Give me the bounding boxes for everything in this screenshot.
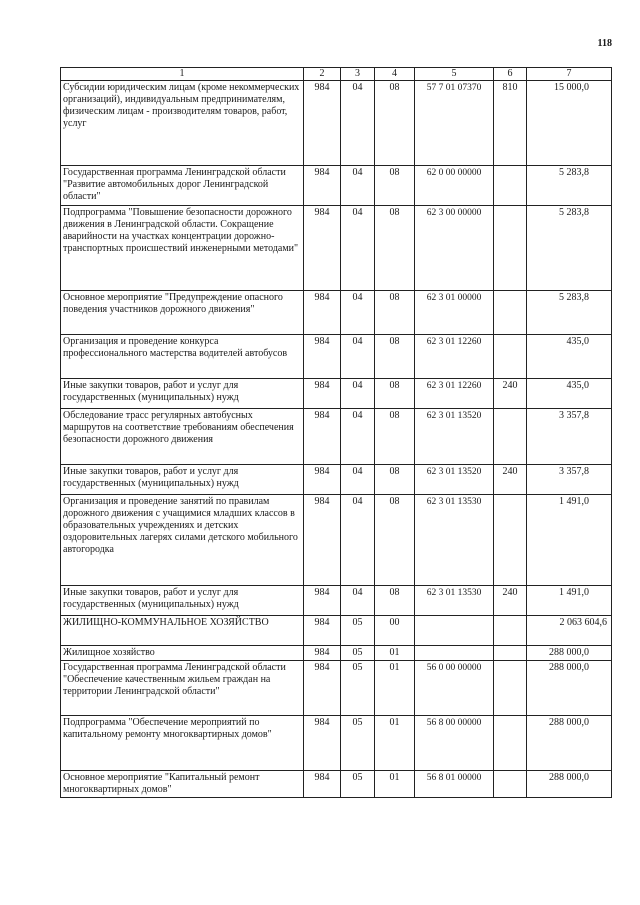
header-cell: 7 bbox=[527, 68, 612, 81]
row-subsection-code: 08 bbox=[375, 166, 415, 206]
row-expense-type bbox=[494, 661, 527, 716]
row-ministry-code: 984 bbox=[304, 379, 341, 409]
row-subsection-code: 08 bbox=[375, 409, 415, 465]
row-name-cell: Основное мероприятие "Капитальный ремонт многоквартирных домов" bbox=[61, 771, 304, 798]
row-name-cell: Иные закупки товаров, работ и услуг для государственных (муниципальных) нужд bbox=[61, 586, 304, 616]
row-target-article: 57 7 01 07370 bbox=[415, 81, 494, 166]
row-name-cell: Основное мероприятие "Предупреждение опасного поведения участников дорожного движения" bbox=[61, 291, 304, 335]
table-row bbox=[61, 291, 612, 335]
row-target-article: 62 3 00 00000 bbox=[415, 206, 494, 291]
row-subsection-code: 08 bbox=[375, 206, 415, 291]
row-subsection-code: 01 bbox=[375, 646, 415, 661]
row-subsection-code: 01 bbox=[375, 771, 415, 798]
row-name-cell: ЖИЛИЩНО-КОММУНАЛЬНОЕ ХОЗЯЙСТВО bbox=[61, 616, 304, 646]
row-amount: 2 063 604,6 bbox=[527, 616, 612, 646]
row-target-article: 56 8 00 00000 bbox=[415, 716, 494, 771]
row-subsection-code: 01 bbox=[375, 716, 415, 771]
row-ministry-code: 984 bbox=[304, 335, 341, 379]
row-expense-type: 240 bbox=[494, 465, 527, 495]
row-ministry-code: 984 bbox=[304, 586, 341, 616]
row-ministry-code: 984 bbox=[304, 661, 341, 716]
row-section-code: 04 bbox=[341, 586, 375, 616]
row-amount: 15 000,0 bbox=[527, 81, 612, 166]
row-target-article bbox=[415, 616, 494, 646]
row-ministry-code: 984 bbox=[304, 465, 341, 495]
row-amount: 3 357,8 bbox=[527, 465, 612, 495]
row-ministry-code: 984 bbox=[304, 616, 341, 646]
row-expense-type bbox=[494, 335, 527, 379]
table-row bbox=[61, 661, 612, 716]
row-target-article: 62 3 01 13520 bbox=[415, 465, 494, 495]
row-section-code: 05 bbox=[341, 661, 375, 716]
row-subsection-code: 08 bbox=[375, 335, 415, 379]
row-amount: 5 283,8 bbox=[527, 166, 612, 206]
row-name-cell: Иные закупки товаров, работ и услуг для государственных (муниципальных) нужд bbox=[61, 465, 304, 495]
row-section-code: 04 bbox=[341, 379, 375, 409]
table-row bbox=[61, 616, 612, 646]
header-cell: 4 bbox=[375, 68, 415, 81]
header-cell: 3 bbox=[341, 68, 375, 81]
row-ministry-code: 984 bbox=[304, 716, 341, 771]
row-subsection-code: 08 bbox=[375, 81, 415, 166]
row-name-cell: Обследование трасс регулярных автобусных маршрутов на соответствие требованиям обеспечения безопасности дорожного движения bbox=[61, 409, 304, 465]
header-cell: 6 bbox=[494, 68, 527, 81]
table-row bbox=[61, 586, 612, 616]
row-target-article bbox=[415, 646, 494, 661]
header-cell: 5 bbox=[415, 68, 494, 81]
row-amount: 3 357,8 bbox=[527, 409, 612, 465]
table-row bbox=[61, 81, 612, 166]
row-target-article: 62 3 01 13530 bbox=[415, 586, 494, 616]
table-row bbox=[61, 409, 612, 465]
row-expense-type bbox=[494, 616, 527, 646]
row-amount: 288 000,0 bbox=[527, 646, 612, 661]
row-amount: 435,0 bbox=[527, 379, 612, 409]
row-amount: 1 491,0 bbox=[527, 495, 612, 586]
row-ministry-code: 984 bbox=[304, 166, 341, 206]
table-header-row bbox=[61, 68, 612, 81]
row-expense-type bbox=[494, 716, 527, 771]
row-name-cell: Подпрограмма "Обеспечение мероприятий по капитальному ремонту многоквартирных домов" bbox=[61, 716, 304, 771]
row-name-cell: Организация и проведение занятий по правилам дорожного движения с учащимися младших классов в образовательных учреждениях и детских оздоровительных лагерях силами детского мобильного автогородка bbox=[61, 495, 304, 586]
row-expense-type bbox=[494, 409, 527, 465]
row-subsection-code: 08 bbox=[375, 465, 415, 495]
row-subsection-code: 08 bbox=[375, 495, 415, 586]
row-name-cell: Государственная программа Ленинградской области "Обеспечение качественным жильем граждан на территории Ленинградской области" bbox=[61, 661, 304, 716]
row-expense-type: 240 bbox=[494, 379, 527, 409]
row-subsection-code: 00 bbox=[375, 616, 415, 646]
row-section-code: 05 bbox=[341, 716, 375, 771]
row-expense-type bbox=[494, 206, 527, 291]
row-name-cell: Подпрограмма "Повышение безопасности дорожного движения в Ленинградской области. Сокращение аварийности на участках концентрации дорожно-транспортных происшествий инженерными методами" bbox=[61, 206, 304, 291]
row-amount: 5 283,8 bbox=[527, 206, 612, 291]
row-section-code: 04 bbox=[341, 166, 375, 206]
row-section-code: 05 bbox=[341, 646, 375, 661]
row-name-cell: Организация и проведение конкурса профессионального мастерства водителей автобусов bbox=[61, 335, 304, 379]
row-ministry-code: 984 bbox=[304, 409, 341, 465]
table-row bbox=[61, 465, 612, 495]
row-section-code: 04 bbox=[341, 409, 375, 465]
row-amount: 288 000,0 bbox=[527, 771, 612, 798]
row-amount: 5 283,8 bbox=[527, 291, 612, 335]
table-row bbox=[61, 379, 612, 409]
row-expense-type: 240 bbox=[494, 586, 527, 616]
row-expense-type: 810 bbox=[494, 81, 527, 166]
table-row bbox=[61, 335, 612, 379]
row-target-article: 62 3 01 12260 bbox=[415, 379, 494, 409]
row-target-article: 56 0 00 00000 bbox=[415, 661, 494, 716]
header-cell: 1 bbox=[61, 68, 304, 81]
row-name-cell: Жилищное хозяйство bbox=[61, 646, 304, 661]
row-section-code: 05 bbox=[341, 771, 375, 798]
row-target-article: 62 3 01 13530 bbox=[415, 495, 494, 586]
budget-table bbox=[60, 67, 612, 798]
row-expense-type bbox=[494, 291, 527, 335]
table-row bbox=[61, 771, 612, 798]
page-number: 118 bbox=[597, 38, 612, 49]
row-section-code: 04 bbox=[341, 465, 375, 495]
row-target-article: 62 0 00 00000 bbox=[415, 166, 494, 206]
row-ministry-code: 984 bbox=[304, 291, 341, 335]
row-subsection-code: 08 bbox=[375, 379, 415, 409]
row-ministry-code: 984 bbox=[304, 206, 341, 291]
row-section-code: 04 bbox=[341, 335, 375, 379]
row-section-code: 04 bbox=[341, 81, 375, 166]
row-amount: 1 491,0 bbox=[527, 586, 612, 616]
row-ministry-code: 984 bbox=[304, 495, 341, 586]
row-amount: 288 000,0 bbox=[527, 716, 612, 771]
row-section-code: 04 bbox=[341, 206, 375, 291]
table-row bbox=[61, 206, 612, 291]
row-name-cell: Государственная программа Ленинградской области "Развитие автомобильных дорог Ленинградской области" bbox=[61, 166, 304, 206]
table-row bbox=[61, 166, 612, 206]
row-subsection-code: 08 bbox=[375, 586, 415, 616]
row-amount: 435,0 bbox=[527, 335, 612, 379]
row-section-code: 04 bbox=[341, 291, 375, 335]
row-expense-type bbox=[494, 646, 527, 661]
row-target-article: 62 3 01 12260 bbox=[415, 335, 494, 379]
row-subsection-code: 01 bbox=[375, 661, 415, 716]
table-row bbox=[61, 716, 612, 771]
row-expense-type bbox=[494, 771, 527, 798]
row-name-cell: Иные закупки товаров, работ и услуг для государственных (муниципальных) нужд bbox=[61, 379, 304, 409]
row-expense-type bbox=[494, 495, 527, 586]
table-row bbox=[61, 495, 612, 586]
row-ministry-code: 984 bbox=[304, 81, 341, 166]
row-target-article: 62 3 01 13520 bbox=[415, 409, 494, 465]
row-target-article: 62 3 01 00000 bbox=[415, 291, 494, 335]
row-subsection-code: 08 bbox=[375, 291, 415, 335]
row-section-code: 04 bbox=[341, 495, 375, 586]
row-target-article: 56 8 01 00000 bbox=[415, 771, 494, 798]
row-amount: 288 000,0 bbox=[527, 661, 612, 716]
row-name-cell: Субсидии юридическим лицам (кроме некоммерческих организаций), индивидуальным предпринимателям, физическим лицам - производителям товаров, работ, услуг bbox=[61, 81, 304, 166]
row-ministry-code: 984 bbox=[304, 646, 341, 661]
header-cell: 2 bbox=[304, 68, 341, 81]
table-row bbox=[61, 646, 612, 661]
row-expense-type bbox=[494, 166, 527, 206]
row-section-code: 05 bbox=[341, 616, 375, 646]
row-ministry-code: 984 bbox=[304, 771, 341, 798]
